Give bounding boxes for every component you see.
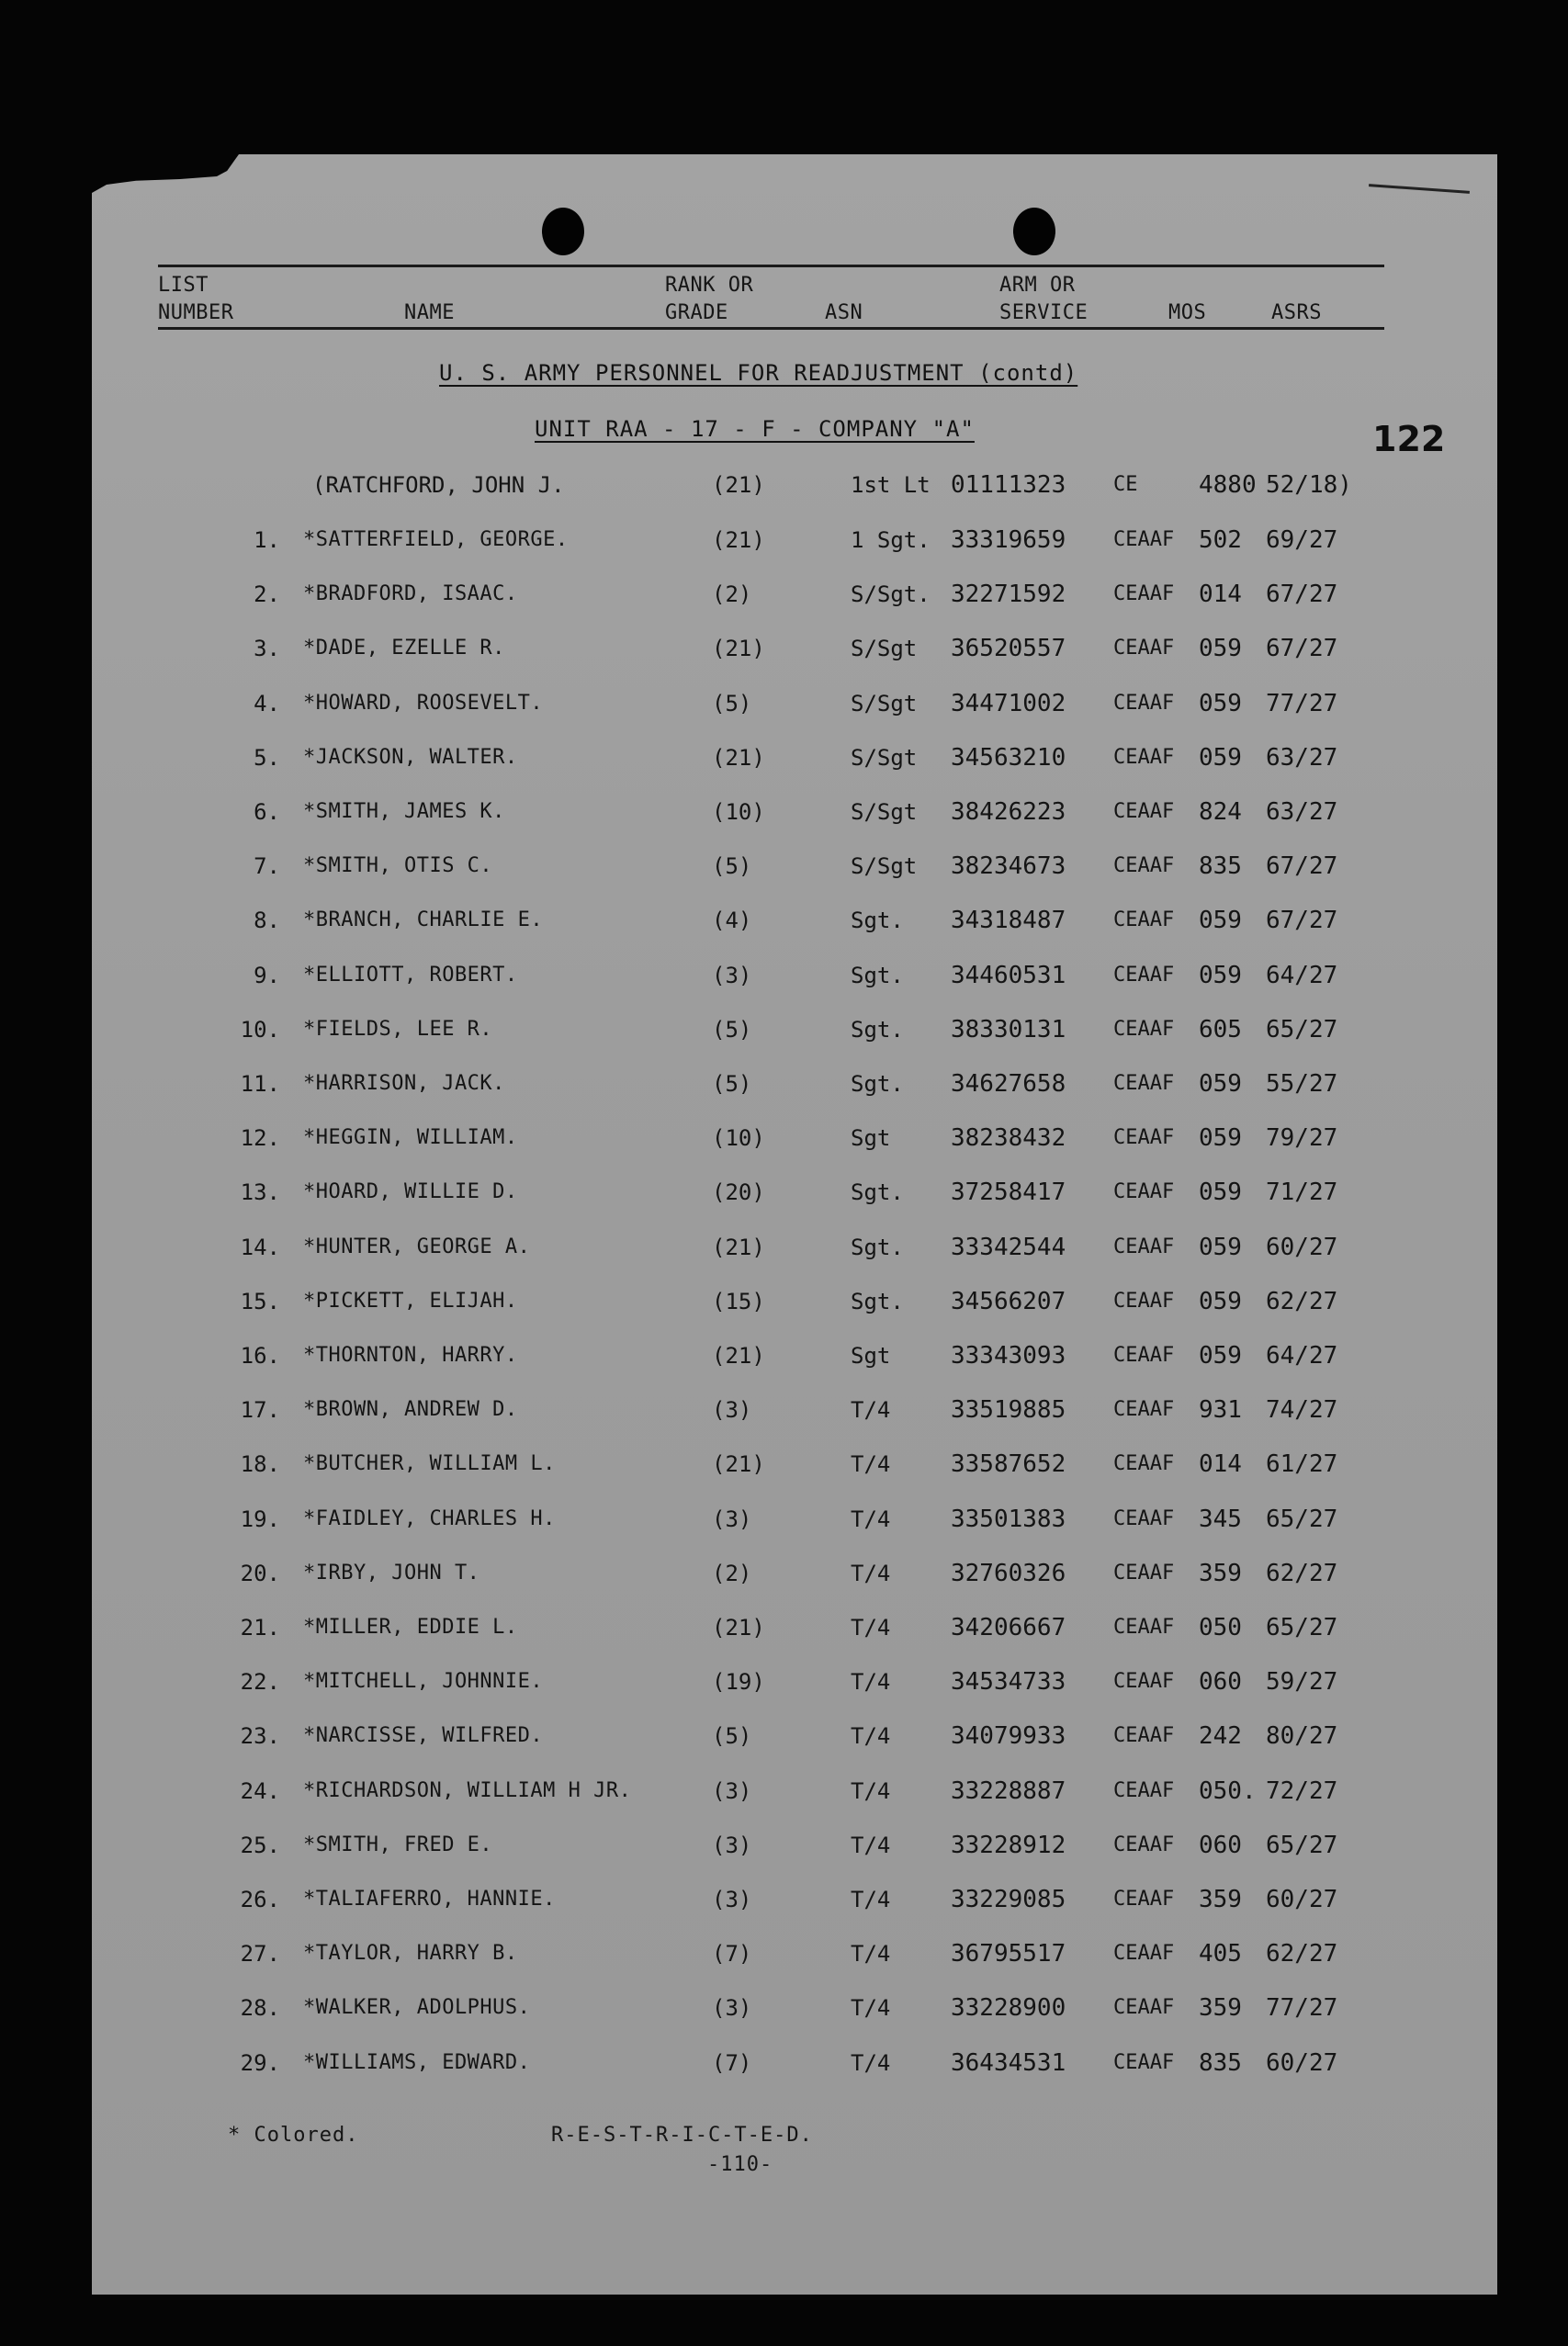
officer-grade: (21) — [712, 472, 765, 498]
row-name: *SMITH, FRED E. — [303, 1833, 493, 1856]
row-name: *BROWN, ANDREW D. — [303, 1398, 518, 1422]
header-asn: ASN — [825, 301, 863, 324]
row-asrs: 63/27 — [1266, 798, 1338, 826]
row-num: 5. — [254, 744, 280, 771]
table-row — [0, 957, 1568, 994]
row-rank: T/4 — [851, 1451, 891, 1478]
row-grade: (3) — [712, 1887, 752, 1912]
row-asrs: 67/27 — [1266, 581, 1338, 609]
row-asrs: 64/27 — [1266, 1342, 1338, 1370]
row-num: 12. — [240, 1125, 280, 1152]
row-asn: 36520557 — [951, 635, 1066, 663]
row-asrs: 67/27 — [1266, 635, 1338, 663]
row-grade: (20) — [712, 1179, 765, 1206]
row-name: *WILLIAMS, EDWARD. — [303, 2050, 531, 2074]
row-grade: (3) — [712, 962, 752, 988]
row-rank: Sgt. — [851, 1288, 904, 1314]
row-rank: S/Sgt — [851, 799, 918, 825]
officer-asrs: 52/18) — [1266, 471, 1352, 499]
row-rank: Sgt. — [851, 1016, 904, 1043]
row-arm: CEAAF — [1113, 1778, 1175, 1802]
row-num: 2. — [254, 581, 280, 608]
row-grade: (21) — [712, 1451, 765, 1478]
row-num: 10. — [240, 1016, 280, 1043]
row-asrs: 64/27 — [1266, 961, 1338, 989]
row-asrs: 71/27 — [1266, 1179, 1338, 1207]
row-rank: S/Sgt. — [851, 581, 931, 608]
row-mos: 050. — [1199, 1776, 1257, 1805]
table-row — [0, 630, 1568, 667]
row-num: 20. — [240, 1560, 280, 1586]
row-num: 23. — [240, 1723, 280, 1750]
table-row — [0, 1609, 1568, 1646]
row-rank: T/4 — [851, 1723, 891, 1750]
row-mos: 014 — [1199, 1450, 1242, 1479]
row-grade: (5) — [712, 690, 752, 716]
row-rank: Sgt. — [851, 962, 904, 988]
row-num: 16. — [240, 1343, 280, 1369]
row-asn: 34079933 — [951, 1722, 1066, 1751]
table-row — [0, 1935, 1568, 1972]
row-num: 14. — [240, 1234, 280, 1260]
row-num: 21. — [240, 1615, 280, 1641]
row-name: *IRBY, JOHN T. — [303, 1561, 480, 1585]
row-grade: (19) — [712, 1669, 765, 1696]
row-arm: CEAAF — [1113, 1996, 1175, 2020]
row-grade: (15) — [712, 1288, 765, 1314]
footer-classification: R-E-S-T-R-I-C-T-E-D. — [551, 2124, 813, 2147]
row-name: *BUTCHER, WILLIAM L. — [303, 1452, 556, 1476]
row-mos: 835 — [1199, 2048, 1242, 2077]
row-asn: 36434531 — [951, 2048, 1066, 2077]
row-asrs: 74/27 — [1266, 1396, 1338, 1425]
table-row — [0, 1229, 1568, 1266]
table-row — [0, 1120, 1568, 1156]
table-row — [0, 1664, 1568, 1700]
table-row — [0, 1501, 1568, 1538]
row-name: *HEGGIN, WILLIAM. — [303, 1126, 518, 1150]
row-rank: Sgt — [851, 1125, 891, 1152]
row-rank: T/4 — [851, 1887, 891, 1912]
row-mos: 059 — [1199, 689, 1242, 717]
row-asrs: 65/27 — [1266, 1015, 1338, 1043]
row-arm: CEAAF — [1113, 637, 1175, 660]
table-row — [0, 1066, 1568, 1102]
document-title: U. S. ARMY PERSONNEL FOR READJUSTMENT (contd) — [439, 360, 1078, 386]
row-asn: 38426223 — [951, 798, 1066, 826]
row-arm: CEAAF — [1113, 1616, 1175, 1639]
row-arm: CEAAF — [1113, 1506, 1175, 1530]
row-grade: (7) — [712, 1941, 752, 1968]
row-name: *TAYLOR, HARRY B. — [303, 1942, 518, 1966]
table-row — [0, 1827, 1568, 1864]
row-num: 6. — [254, 799, 280, 825]
row-name: *FIELDS, LEE R. — [303, 1017, 493, 1041]
row-asn: 32760326 — [951, 1559, 1066, 1587]
row-num: 28. — [240, 1995, 280, 2022]
row-arm: CEAAF — [1113, 1833, 1175, 1856]
row-name: *PICKETT, ELIJAH. — [303, 1289, 518, 1313]
table-row — [0, 848, 1568, 885]
row-num: 11. — [240, 1071, 280, 1097]
row-arm: CEAAF — [1113, 1452, 1175, 1476]
row-rank: Sgt — [851, 1343, 891, 1369]
row-grade: (3) — [712, 1397, 752, 1424]
row-grade: (21) — [712, 527, 765, 553]
row-asrs: 62/27 — [1266, 1559, 1338, 1587]
row-mos: 835 — [1199, 852, 1242, 881]
footer-note: * Colored. — [228, 2124, 359, 2147]
row-asrs: 67/27 — [1266, 852, 1338, 881]
row-mos: 014 — [1199, 581, 1242, 609]
officer-row — [0, 467, 1568, 503]
row-asrs: 59/27 — [1266, 1668, 1338, 1697]
row-mos: 605 — [1199, 1015, 1242, 1043]
row-grade: (5) — [712, 853, 752, 880]
row-grade: (21) — [712, 636, 765, 662]
table-row — [0, 2045, 1568, 2081]
row-mos: 059 — [1199, 1070, 1242, 1098]
row-asn: 34566207 — [951, 1287, 1066, 1315]
row-asn: 33587652 — [951, 1450, 1066, 1479]
row-rank: T/4 — [851, 1777, 891, 1804]
row-asn: 34563210 — [951, 743, 1066, 772]
table-row — [0, 1174, 1568, 1211]
row-asn: 33319659 — [951, 526, 1066, 554]
row-grade: (7) — [712, 2049, 752, 2076]
row-asn: 33228912 — [951, 1831, 1066, 1859]
row-asrs: 77/27 — [1266, 1994, 1338, 2023]
row-grade: (21) — [712, 1615, 765, 1641]
row-asrs: 65/27 — [1266, 1614, 1338, 1641]
officer-rank: 1st Lt — [851, 472, 931, 498]
row-name: *SATTERFIELD, GEORGE. — [303, 528, 569, 551]
row-asn: 38330131 — [951, 1015, 1066, 1043]
row-asn: 34471002 — [951, 689, 1066, 717]
row-arm: CEAAF — [1113, 963, 1175, 987]
row-arm: CEAAF — [1113, 1888, 1175, 1911]
officer-arm: CE — [1113, 473, 1138, 496]
row-rank: Sgt. — [851, 1179, 904, 1206]
table-row — [0, 1337, 1568, 1374]
row-asn: 34460531 — [951, 961, 1066, 989]
row-asn: 34627658 — [951, 1070, 1066, 1098]
table-row — [0, 902, 1568, 939]
row-grade: (21) — [712, 1343, 765, 1369]
row-rank: T/4 — [851, 1615, 891, 1641]
row-num: 4. — [254, 690, 280, 716]
row-mos: 060 — [1199, 1668, 1242, 1697]
row-num: 9. — [254, 962, 280, 988]
row-num: 26. — [240, 1887, 280, 1912]
row-grade: (5) — [712, 1723, 752, 1750]
row-num: 1. — [254, 527, 280, 553]
header-asrs: ASRS — [1271, 301, 1322, 324]
row-rank: Sgt. — [851, 1234, 904, 1260]
row-asrs: 61/27 — [1266, 1450, 1338, 1479]
row-asrs: 60/27 — [1266, 2048, 1338, 2077]
row-arm: CEAAF — [1113, 1235, 1175, 1258]
row-grade: (3) — [712, 1506, 752, 1532]
row-asn: 33228887 — [951, 1776, 1066, 1805]
row-name: *DADE, EZELLE R. — [303, 637, 505, 660]
handwritten-page-number: 122 — [1372, 419, 1446, 459]
row-asn: 34534733 — [951, 1668, 1066, 1697]
header-mos: MOS — [1168, 301, 1207, 324]
row-asrs: 62/27 — [1266, 1940, 1338, 1968]
row-arm: CEAAF — [1113, 1398, 1175, 1422]
row-asrs: 67/27 — [1266, 907, 1338, 935]
row-mos: 502 — [1199, 526, 1242, 554]
row-asn: 33343093 — [951, 1342, 1066, 1370]
row-asn: 33342544 — [951, 1233, 1066, 1261]
row-asrs: 60/27 — [1266, 1233, 1338, 1261]
row-mos: 059 — [1199, 743, 1242, 772]
header-list-number: LIST NUMBER — [158, 274, 234, 324]
row-name: *SMITH, JAMES K. — [303, 800, 505, 823]
row-arm: CEAAF — [1113, 2050, 1175, 2074]
header-rule-top — [158, 265, 1384, 267]
row-rank: T/4 — [851, 1560, 891, 1586]
punch-hole-right — [1013, 208, 1055, 255]
row-asrs: 63/27 — [1266, 743, 1338, 772]
row-mos: 242 — [1199, 1722, 1242, 1751]
row-arm: CEAAF — [1113, 1017, 1175, 1041]
row-grade: (2) — [712, 1560, 752, 1586]
header-rank: RANK OR GRADE — [665, 274, 754, 324]
table-row — [0, 1446, 1568, 1483]
row-mos: 059 — [1199, 1179, 1242, 1207]
header-rule-bottom — [158, 327, 1384, 330]
row-grade: (21) — [712, 1234, 765, 1260]
row-rank: S/Sgt — [851, 636, 918, 662]
row-num: 22. — [240, 1669, 280, 1696]
table-row — [0, 739, 1568, 776]
table-row — [0, 685, 1568, 722]
table-row — [0, 1392, 1568, 1428]
row-name: *WALKER, ADOLPHUS. — [303, 1996, 531, 2020]
row-grade: (2) — [712, 581, 752, 608]
row-grade: (3) — [712, 1995, 752, 2022]
row-num: 3. — [254, 636, 280, 662]
row-arm: CEAAF — [1113, 582, 1175, 606]
row-asn: 34206667 — [951, 1614, 1066, 1641]
row-name: *THORNTON, HARRY. — [303, 1344, 518, 1367]
row-name: *BRADFORD, ISAAC. — [303, 582, 518, 606]
row-name: *ELLIOTT, ROBERT. — [303, 963, 518, 987]
row-arm: CEAAF — [1113, 1670, 1175, 1694]
row-mos: 931 — [1199, 1396, 1242, 1425]
table-row — [0, 576, 1568, 613]
row-grade: (5) — [712, 1071, 752, 1097]
row-asn: 33229085 — [951, 1886, 1066, 1913]
row-num: 18. — [240, 1451, 280, 1478]
row-grade: (21) — [712, 744, 765, 771]
row-name: *BRANCH, CHARLIE E. — [303, 908, 544, 932]
row-mos: 345 — [1199, 1505, 1242, 1533]
table-row — [0, 1881, 1568, 1918]
row-arm: CEAAF — [1113, 908, 1175, 932]
row-num: 7. — [254, 853, 280, 880]
row-asrs: 60/27 — [1266, 1886, 1338, 1913]
row-name: *JACKSON, WALTER. — [303, 745, 518, 769]
row-arm: CEAAF — [1113, 1344, 1175, 1367]
row-arm: CEAAF — [1113, 1724, 1175, 1748]
row-asrs: 80/27 — [1266, 1722, 1338, 1751]
row-asrs: 55/27 — [1266, 1070, 1338, 1098]
row-mos: 059 — [1199, 907, 1242, 935]
row-mos: 059 — [1199, 635, 1242, 663]
row-arm: CEAAF — [1113, 800, 1175, 823]
row-mos: 359 — [1199, 1886, 1242, 1913]
table-row — [0, 522, 1568, 558]
row-arm: CEAAF — [1113, 1126, 1175, 1150]
row-rank: T/4 — [851, 1941, 891, 1968]
row-mos: 824 — [1199, 798, 1242, 826]
row-arm: CEAAF — [1113, 691, 1175, 715]
row-name: *TALIAFERRO, HANNIE. — [303, 1888, 556, 1911]
row-rank: T/4 — [851, 1995, 891, 2022]
row-name: *FAIDLEY, CHARLES H. — [303, 1506, 556, 1530]
row-num: 8. — [254, 908, 280, 934]
table-row — [0, 1283, 1568, 1320]
row-rank: T/4 — [851, 1397, 891, 1424]
row-rank: S/Sgt — [851, 744, 918, 771]
table-row — [0, 1773, 1568, 1810]
row-asn: 33228900 — [951, 1994, 1066, 2023]
row-asrs: 72/27 — [1266, 1776, 1338, 1805]
row-asn: 38238432 — [951, 1124, 1066, 1153]
row-arm: CEAAF — [1113, 745, 1175, 769]
row-name: *MILLER, EDDIE L. — [303, 1616, 518, 1639]
row-name: *HOARD, WILLIE D. — [303, 1180, 518, 1204]
punch-hole-left — [542, 208, 584, 255]
row-asrs: 65/27 — [1266, 1831, 1338, 1859]
row-asrs: 69/27 — [1266, 526, 1338, 554]
row-rank: S/Sgt — [851, 690, 918, 716]
table-row — [0, 794, 1568, 830]
table-row — [0, 1011, 1568, 1048]
row-asrs: 77/27 — [1266, 689, 1338, 717]
row-mos: 405 — [1199, 1940, 1242, 1968]
row-name: *SMITH, OTIS C. — [303, 854, 493, 878]
row-mos: 060 — [1199, 1831, 1242, 1859]
row-num: 25. — [240, 1832, 280, 1858]
row-name: *HOWARD, ROOSEVELT. — [303, 691, 544, 715]
row-mos: 059 — [1199, 1342, 1242, 1370]
unit-title: UNIT RAA - 17 - F - COMPANY "A" — [535, 416, 975, 442]
row-name: *MITCHELL, JOHNNIE. — [303, 1670, 544, 1694]
row-asrs: 79/27 — [1266, 1124, 1338, 1153]
row-mos: 050 — [1199, 1614, 1242, 1641]
row-asn: 36795517 — [951, 1940, 1066, 1968]
row-arm: CEAAF — [1113, 1180, 1175, 1204]
row-rank: Sgt. — [851, 1071, 904, 1097]
header-name: NAME — [404, 301, 455, 324]
table-row — [0, 1555, 1568, 1592]
row-mos: 059 — [1199, 961, 1242, 989]
row-arm: CEAAF — [1113, 528, 1175, 551]
row-name: *NARCISSE, WILFRED. — [303, 1724, 544, 1748]
row-asn: 33519885 — [951, 1396, 1066, 1425]
row-grade: (4) — [712, 908, 752, 934]
row-grade: (10) — [712, 1125, 765, 1152]
row-rank: T/4 — [851, 1506, 891, 1532]
row-mos: 059 — [1199, 1124, 1242, 1153]
officer-mos: 4880 — [1199, 471, 1257, 499]
row-grade: (3) — [712, 1832, 752, 1858]
table-row — [0, 1718, 1568, 1754]
row-asn: 38234673 — [951, 852, 1066, 881]
officer-asn: 01111323 — [951, 471, 1066, 499]
footer-page: -110- — [707, 2153, 773, 2176]
row-grade: (10) — [712, 799, 765, 825]
row-rank: S/Sgt — [851, 853, 918, 880]
row-mos: 359 — [1199, 1559, 1242, 1587]
row-num: 17. — [240, 1397, 280, 1424]
row-num: 19. — [240, 1506, 280, 1532]
row-num: 13. — [240, 1179, 280, 1206]
row-asn: 32271592 — [951, 581, 1066, 609]
row-num: 15. — [240, 1288, 280, 1314]
row-asn: 34318487 — [951, 907, 1066, 935]
row-rank: T/4 — [851, 2049, 891, 2076]
row-arm: CEAAF — [1113, 854, 1175, 878]
row-mos: 359 — [1199, 1994, 1242, 2023]
row-arm: CEAAF — [1113, 1942, 1175, 1966]
row-mos: 059 — [1199, 1287, 1242, 1315]
row-rank: T/4 — [851, 1669, 891, 1696]
row-rank: 1 Sgt. — [851, 527, 931, 553]
row-name: *HARRISON, JACK. — [303, 1072, 505, 1095]
row-asn: 33501383 — [951, 1505, 1066, 1533]
officer-name: (RATCHFORD, JOHN J. — [312, 472, 565, 498]
row-asrs: 62/27 — [1266, 1287, 1338, 1315]
row-grade: (5) — [712, 1016, 752, 1043]
table-row — [0, 1990, 1568, 2026]
row-grade: (3) — [712, 1777, 752, 1804]
row-num: 27. — [240, 1941, 280, 1968]
row-arm: CEAAF — [1113, 1289, 1175, 1313]
row-num: 29. — [240, 2049, 280, 2076]
row-rank: T/4 — [851, 1832, 891, 1858]
row-arm: CEAAF — [1113, 1072, 1175, 1095]
row-asrs: 65/27 — [1266, 1505, 1338, 1533]
row-rank: Sgt. — [851, 908, 904, 934]
row-asn: 37258417 — [951, 1179, 1066, 1207]
row-arm: CEAAF — [1113, 1561, 1175, 1585]
row-num: 24. — [240, 1777, 280, 1804]
row-name: *HUNTER, GEORGE A. — [303, 1235, 531, 1258]
row-mos: 059 — [1199, 1233, 1242, 1261]
row-name: *RICHARDSON, WILLIAM H JR. — [303, 1778, 632, 1802]
header-arm: ARM OR SERVICE — [999, 274, 1089, 324]
